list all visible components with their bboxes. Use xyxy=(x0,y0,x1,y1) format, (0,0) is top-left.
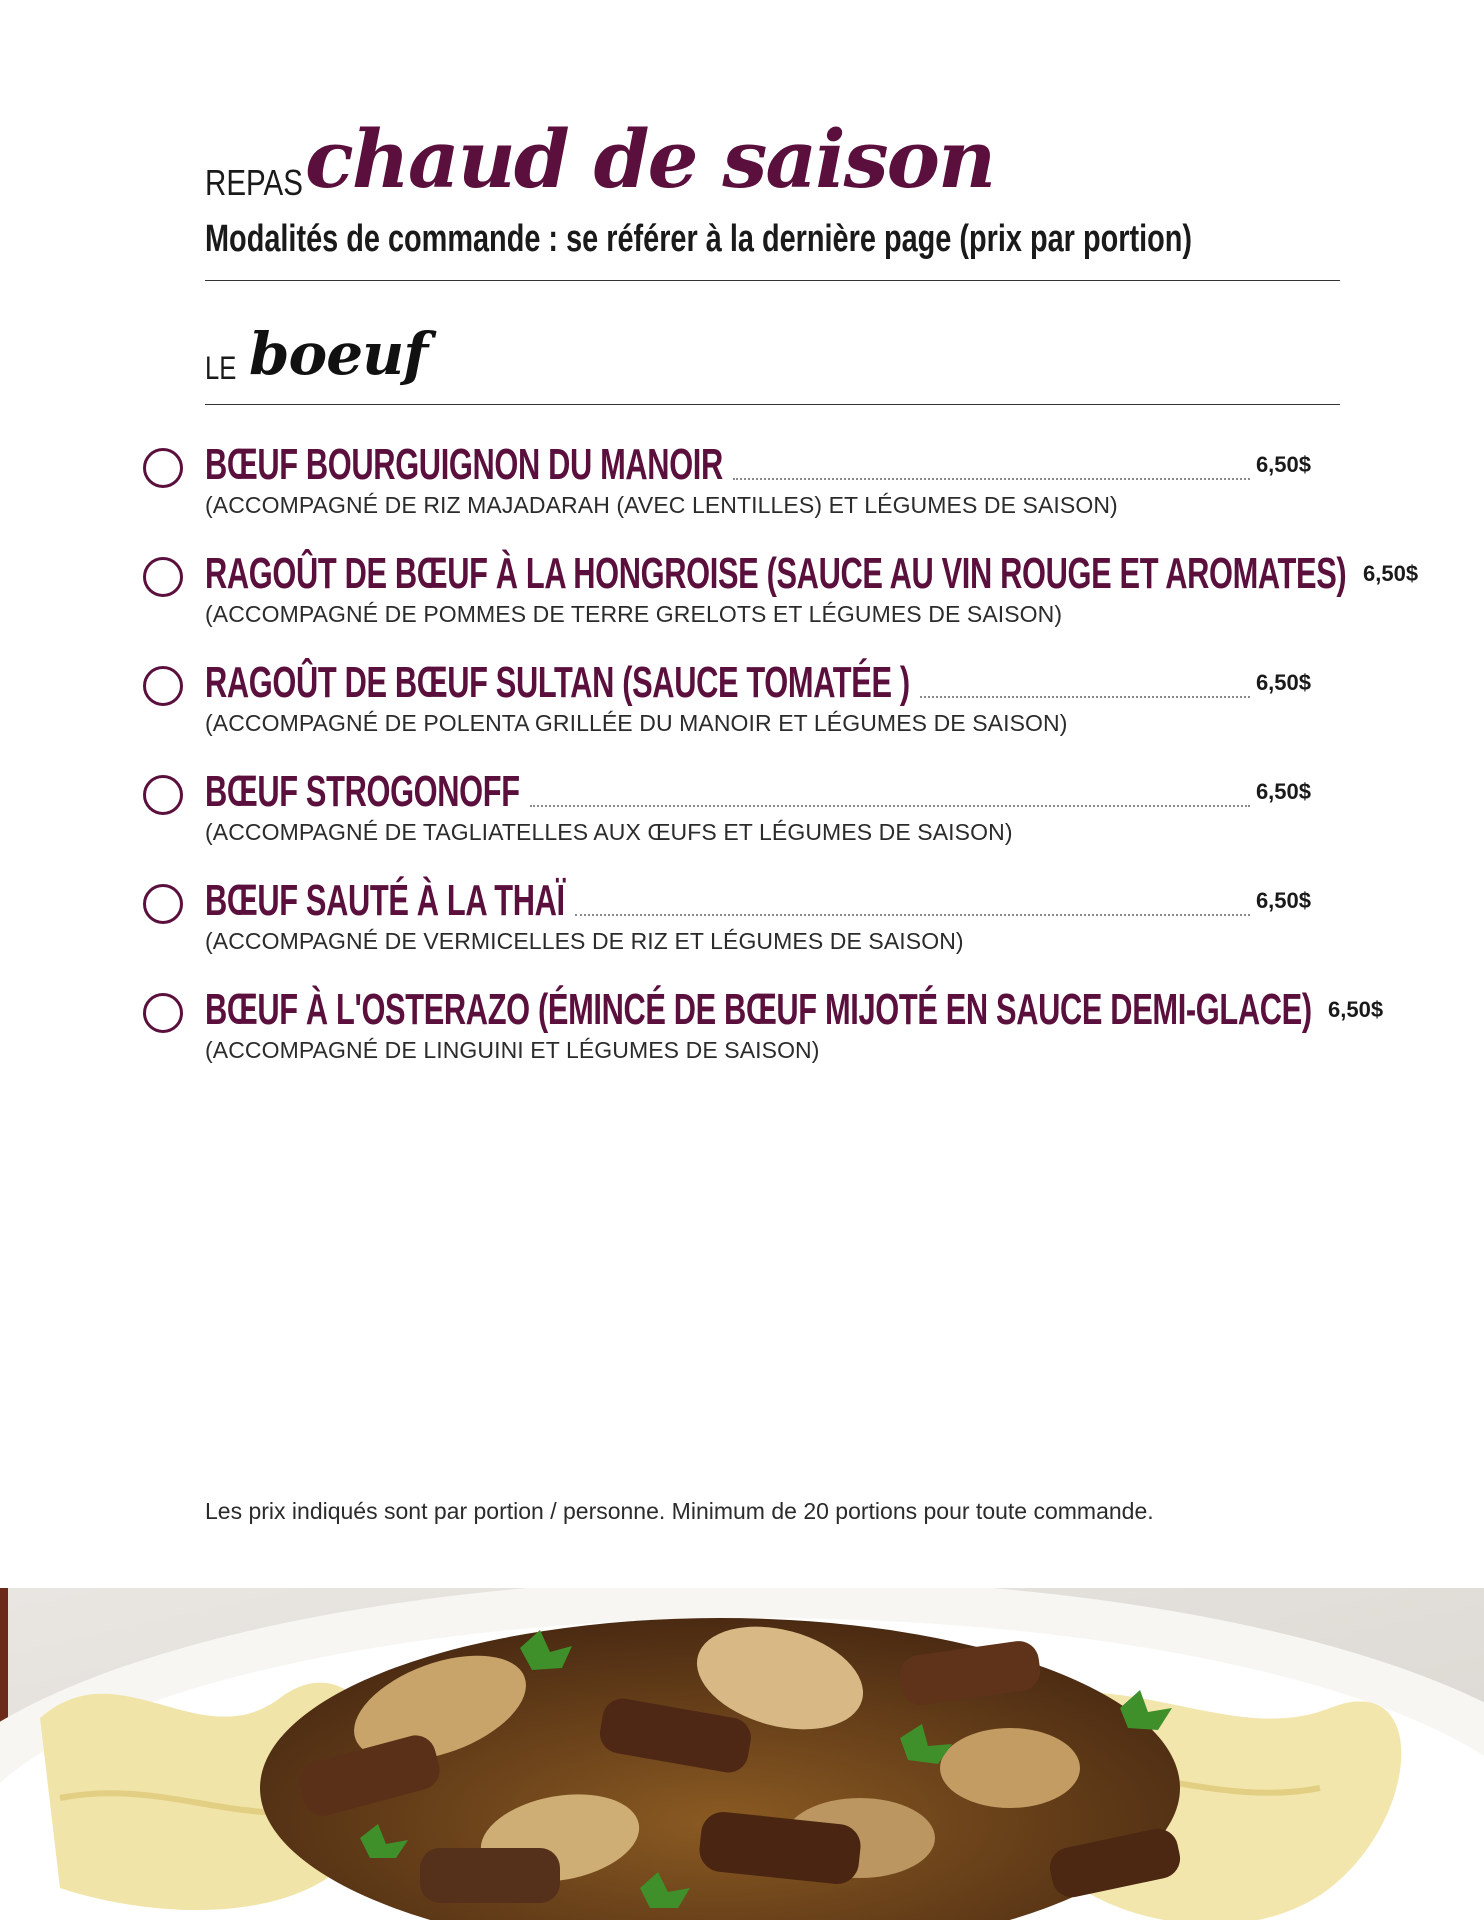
item-description: (ACCOMPAGNÉ DE LINGUINI ET LÉGUMES DE SAISON) xyxy=(205,1037,820,1063)
dot-leader xyxy=(530,805,1250,807)
item-name-wrap xyxy=(205,876,565,926)
menu-item xyxy=(0,767,1484,867)
item-name: RAGOÛT DE BŒUF À LA HONGROISE (SAUCE AU VIN ROUGE ET AROMATES) xyxy=(205,549,1347,598)
item-name-wrap xyxy=(205,440,723,490)
item-select-checkbox[interactable] xyxy=(143,993,183,1033)
page-header xyxy=(205,112,1340,260)
item-row xyxy=(205,658,1315,708)
menu-item xyxy=(0,440,1484,540)
menu-item xyxy=(0,985,1484,1085)
item-row xyxy=(205,549,1419,599)
item-row xyxy=(205,985,1384,1035)
item-price: 6,50$ xyxy=(1255,670,1311,695)
item-name: BŒUF STROGONOFF xyxy=(205,767,520,816)
item-price: 6,50$ xyxy=(1255,779,1311,804)
item-select-checkbox[interactable] xyxy=(143,666,183,706)
header-divider xyxy=(205,280,1340,281)
food-photo-illustration xyxy=(0,1588,1484,1920)
item-name-wrap xyxy=(205,985,1312,1035)
item-price: 6,50$ xyxy=(1363,561,1419,586)
item-name-wrap xyxy=(205,767,520,817)
menu-item xyxy=(0,658,1484,758)
item-name-wrap xyxy=(205,658,910,708)
dot-leader xyxy=(733,478,1250,480)
section-prefix: LE xyxy=(205,350,237,386)
item-description: (ACCOMPAGNÉ DE TAGLIATELLES AUX ŒUFS ET LÉGUMES DE SAISON) xyxy=(205,819,1013,845)
item-name: RAGOÛT DE BŒUF SULTAN (SAUCE TOMATÉE ) xyxy=(205,658,910,707)
item-select-checkbox[interactable] xyxy=(143,557,183,597)
item-description: (ACCOMPAGNÉ DE VERMICELLES DE RIZ ET LÉGUMES DE SAISON) xyxy=(205,928,964,954)
section-title: boeuf xyxy=(249,320,428,388)
title-prefix: REPAS xyxy=(205,162,303,203)
item-name: BŒUF BOURGUIGNON DU MANOIR xyxy=(205,440,723,489)
item-description: (ACCOMPAGNÉ DE POLENTA GRILLÉE DU MANOIR ET LÉGUMES DE SAISON) xyxy=(205,710,1068,736)
item-price: 6,50$ xyxy=(1328,997,1384,1022)
menu-item xyxy=(0,549,1484,649)
item-name-wrap xyxy=(205,549,1347,599)
item-name: BŒUF SAUTÉ À LA THAÏ xyxy=(205,876,565,925)
item-row xyxy=(205,876,1315,926)
item-price: 6,50$ xyxy=(1255,452,1311,477)
beef-stroganoff-photo xyxy=(0,1588,1484,1920)
item-select-checkbox[interactable] xyxy=(143,448,183,488)
item-name: BŒUF À L'OSTERAZO (ÉMINCÉ DE BŒUF MIJOTÉ EN SAUCE DEMI-GLACE) xyxy=(205,985,1312,1034)
item-description: (ACCOMPAGNÉ DE POMMES DE TERRE GRELOTS ET LÉGUMES DE SAISON) xyxy=(205,601,1063,627)
pricing-footnote: Les prix indiqués sont par portion / personne. Minimum de 20 portions pour toute commande. xyxy=(205,1498,1154,1524)
item-select-checkbox[interactable] xyxy=(143,775,183,815)
item-select-checkbox[interactable] xyxy=(143,884,183,924)
item-description: (ACCOMPAGNÉ DE RIZ MAJADARAH (AVEC LENTILLES) ET LÉGUMES DE SAISON) xyxy=(205,492,1118,518)
dot-leader xyxy=(575,914,1250,916)
dot-leader xyxy=(920,696,1250,698)
section-divider xyxy=(205,404,1340,405)
page-title: chaud de saison xyxy=(305,112,995,206)
title-line xyxy=(205,112,1340,208)
menu-item xyxy=(0,876,1484,976)
item-row xyxy=(205,440,1315,490)
item-price: 6,50$ xyxy=(1255,888,1311,913)
item-row xyxy=(205,767,1315,817)
ordering-subtitle: Modalités de commande : se référer à la dernière page (prix par portion) xyxy=(205,218,1193,260)
